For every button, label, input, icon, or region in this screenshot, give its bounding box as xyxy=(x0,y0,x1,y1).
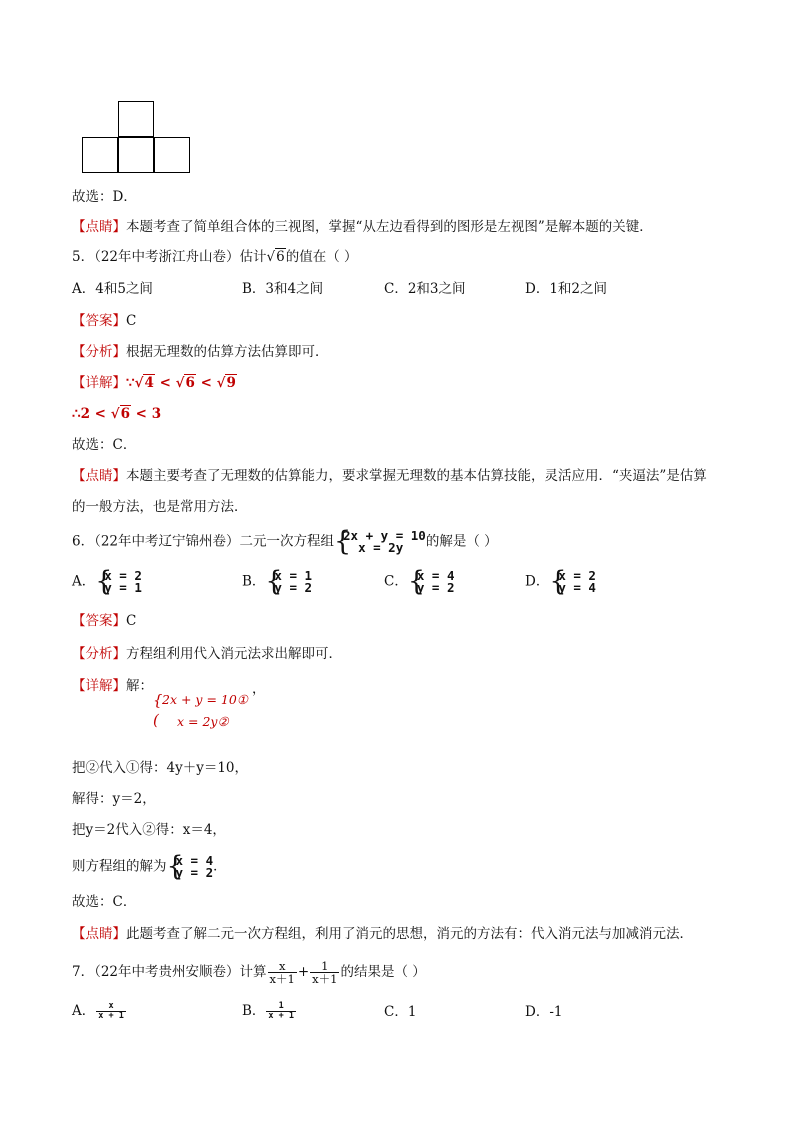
q5-answer-line: 故选：C． xyxy=(72,437,137,453)
question-number: 6． xyxy=(72,533,95,550)
q6-detail-comma: ， xyxy=(252,681,266,697)
denominator: x＋1 xyxy=(269,972,295,986)
option-eq-2: y = 4 xyxy=(558,580,596,595)
stem-text: 估计 xyxy=(239,249,267,265)
comment-tag: 【点睛】 xyxy=(72,926,126,942)
denominator: x＋1 xyxy=(312,972,338,986)
comment-tag: 【点睛】 xyxy=(72,468,126,484)
q6-work-eq-2: x = 2y② xyxy=(177,714,229,729)
question-number: 5． xyxy=(72,249,95,265)
denominator: x + 1 xyxy=(268,1011,295,1021)
option-eq-1: x = 2 xyxy=(558,568,596,583)
equation-system: { 2x + y = 10 x = 2y xyxy=(334,526,426,557)
option-label: B． xyxy=(242,573,266,590)
equation-2: x = 2y xyxy=(343,540,404,555)
equation-1: 2x + y = 10 xyxy=(343,528,426,543)
fraction-2 xyxy=(310,960,339,985)
option-label: B． xyxy=(242,1003,266,1019)
question-source: （22年中考贵州安顺卷） xyxy=(94,964,240,980)
because-symbol: ∵ xyxy=(126,375,135,391)
radicand: 6 xyxy=(185,375,195,391)
stem-text-end: 的解是（ ） xyxy=(425,533,498,550)
option-eq-2: y = 2 xyxy=(274,580,313,595)
question-number: 7． xyxy=(72,964,95,980)
q5-detail xyxy=(72,374,237,392)
q4-comment xyxy=(72,218,653,236)
conclusion-end: < 3 xyxy=(130,406,162,422)
numerator: 1 xyxy=(278,1001,284,1011)
figure-square-left xyxy=(82,137,118,173)
option-system: { x = 2 y = 4 xyxy=(549,566,596,597)
detail-tag: 【详解】 xyxy=(72,375,126,391)
q6-answer xyxy=(72,612,136,630)
q7-option-a xyxy=(72,1002,127,1021)
detail-tag: 【详解】 xyxy=(72,678,126,694)
q4-answer-line: 故选：D． xyxy=(72,189,137,205)
q6-option-b xyxy=(242,566,313,597)
option-eq-2: y = 1 xyxy=(104,580,142,595)
option-label: A． xyxy=(72,1003,96,1019)
analysis-text: 方程组利用代入消元法求出解即可． xyxy=(126,646,342,662)
plus-sign: + xyxy=(297,964,310,980)
option-label: A． xyxy=(72,573,96,590)
lt-sign: < xyxy=(154,375,176,391)
answer-value: C xyxy=(126,313,137,329)
q6-stem xyxy=(72,526,498,557)
figure-square-middle xyxy=(118,137,154,173)
detail-lead: 解： xyxy=(126,678,153,694)
q7-option-d: D．-1 xyxy=(525,1004,563,1020)
figure-square-right xyxy=(154,137,190,173)
q6-option-a xyxy=(72,566,142,597)
option-label: D． xyxy=(525,573,550,590)
option-fraction xyxy=(266,1002,296,1021)
q6-work-eq-1: 2x + y = 10① xyxy=(162,692,249,707)
option-eq-1: x = 2 xyxy=(104,568,142,583)
q5-comment-cont: 的一般方法，也是常用方法． xyxy=(72,499,248,515)
answer-tag: 【答案】 xyxy=(72,313,126,329)
denominator: x + 1 xyxy=(98,1011,124,1021)
q6-option-c xyxy=(384,566,455,597)
q6-work-brace: { xyxy=(153,691,163,709)
radicand: 6 xyxy=(120,406,130,422)
numerator: 1 xyxy=(321,959,329,973)
option-label: C． xyxy=(384,573,408,590)
numerator: x xyxy=(108,1001,114,1011)
radicand: 6 xyxy=(276,249,285,265)
q6-answer-line: 故选：C． xyxy=(72,894,137,910)
comment-tag: 【点睛】 xyxy=(72,219,126,235)
numerator: x xyxy=(278,959,286,973)
detail-inequality: ∵√4 < √6 < √9 xyxy=(126,375,236,391)
lt-sign: < xyxy=(195,375,217,391)
q5-analysis xyxy=(72,343,329,361)
comment-text: 本题主要考查了无理数的估算能力，要求掌握无理数的基本估算技能，灵活应用．“夹逼法”是估算 xyxy=(126,468,707,484)
q7-option-c: C．1 xyxy=(384,1004,417,1020)
question-source: （22年中考浙江舟山卷） xyxy=(94,249,240,265)
stem-text-end: 的结果是（ ） xyxy=(340,964,426,980)
q6-step-1: 把②代入①得：4y＋y＝10， xyxy=(72,760,249,776)
radicand: 4 xyxy=(144,375,154,391)
step-text-end: ． xyxy=(213,858,227,875)
q6-work-brace-lower: ( xyxy=(153,711,159,729)
sqrt-expression: √6 xyxy=(266,249,285,265)
option-eq-1: x = 4 xyxy=(416,568,455,583)
comment-text: 此题考查了解二元一次方程组，利用了消元的思想，消元的方法有：代入消元法与加减消元法． xyxy=(126,926,693,942)
q5-comment xyxy=(72,467,707,485)
fraction-1 xyxy=(268,960,297,985)
stem-text: 二元一次方程组 xyxy=(239,533,335,550)
q6-step-4 xyxy=(72,851,227,882)
therefore-text: ∴2 < xyxy=(72,406,111,422)
q7-option-b xyxy=(242,1002,297,1021)
q5-option-b: B．3和4之间 xyxy=(242,281,324,297)
step-text: 则方程组的解为 xyxy=(72,858,167,875)
q6-analysis xyxy=(72,645,342,663)
option-system: { x = 4 y = 2 xyxy=(407,566,455,597)
q6-step-2: 解得：y＝2， xyxy=(72,791,156,807)
stem-text: 计算 xyxy=(239,964,267,980)
option-fraction xyxy=(96,1002,126,1021)
figure-square-top xyxy=(118,101,154,137)
solution-eq-1: x = 4 xyxy=(175,853,214,868)
option-system: { x = 2 y = 1 xyxy=(95,566,142,597)
analysis-tag: 【分析】 xyxy=(72,646,126,662)
q5-stem xyxy=(72,248,358,266)
q6-option-d xyxy=(525,566,596,597)
question-source: （22年中考辽宁锦州卷） xyxy=(94,533,240,550)
analysis-tag: 【分析】 xyxy=(72,344,126,360)
answer-tag: 【答案】 xyxy=(72,613,126,629)
q5-option-c: C．2和3之间 xyxy=(384,281,466,297)
q6-detail xyxy=(72,677,153,695)
q5-option-a: A．4和5之间 xyxy=(72,281,153,297)
stem-text-end: 的值在（ ） xyxy=(285,249,358,265)
comment-text: 本题考查了简单组合体的三视图，掌握“从左边看得到的图形是左视图”是解本题的关键． xyxy=(126,219,653,235)
q7-stem xyxy=(72,960,426,985)
q6-comment xyxy=(72,925,693,943)
q5-answer xyxy=(72,312,136,330)
solution-eq-2: y = 2 xyxy=(175,865,214,880)
solution-system: { x = 4 y = 2 xyxy=(166,851,214,882)
option-eq-2: y = 2 xyxy=(416,580,455,595)
answer-value: C xyxy=(126,613,137,629)
analysis-text: 根据无理数的估算方法估算即可． xyxy=(126,344,329,360)
option-system: { x = 1 y = 2 xyxy=(265,566,313,597)
q5-detail-conclusion: ∴2 < √6 < 3 xyxy=(72,406,162,422)
option-eq-1: x = 1 xyxy=(274,568,313,583)
q6-step-3: 把y＝2代入②得：x＝4， xyxy=(72,822,226,838)
radicand: 9 xyxy=(226,375,236,391)
q5-option-d: D．1和2之间 xyxy=(525,281,608,297)
